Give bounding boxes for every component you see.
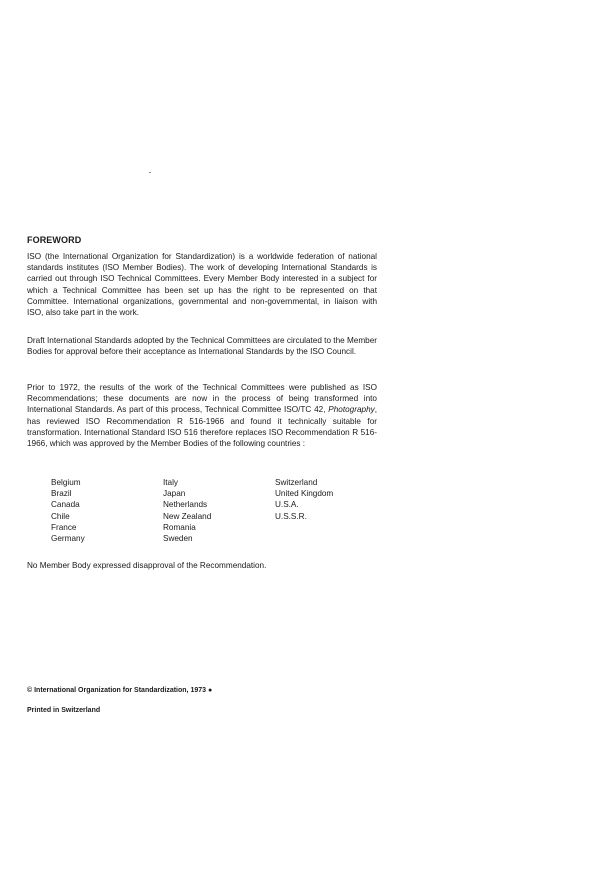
foreword-heading: FOREWORD	[27, 235, 82, 245]
country-name: Belgium	[51, 478, 81, 487]
country-name: Sweden	[163, 534, 193, 544]
country-name: Japan	[163, 489, 186, 499]
country-name: Switzerland	[275, 478, 318, 487]
country-column-2	[163, 477, 211, 544]
country-name: Germany	[51, 534, 85, 544]
scan-speck	[149, 172, 151, 173]
paragraph-draft-standards: Draft International Standards adopted by the Technical Committees are circulated to the Member Bodies for approval before their acceptance as International Standards by the ISO Council.	[27, 336, 377, 357]
country-name: Chile	[51, 511, 70, 521]
country-name: Netherlands	[163, 500, 208, 510]
country-column-1	[51, 477, 85, 544]
copyright-line: © International Organization for Standardization, 1973 ●	[27, 687, 213, 694]
paragraph-recommendation-history	[27, 382, 377, 449]
printed-in-line: Printed in Switzerland	[27, 707, 101, 714]
country-name: U.S.A.	[275, 500, 299, 510]
paragraph-iso-overview: ISO (the International Organization for Standardization) is a worldwide federation of national standards institutes (ISO Member Bodies). The work of developing International Standards is carried out through ISO Technical Committees. Every Member Body interested in a subject for which a Technical Committee has been set up has the right to be represented on that Committee. International organizations, governmental and non-governmental, in liaison with ISO, also take part in the work.	[27, 252, 377, 318]
country-name: United Kingdom	[275, 489, 334, 499]
paragraph3-text-after: , has reviewed ISO Recommendation R 516-1966 and found it technically suitable for transformation. International Standard ISO 516 therefore replaces ISO Recommendation R 516-1966, which was approved by the Member Bodies of the following countries :	[27, 405, 377, 449]
country-name: Romania	[163, 522, 196, 532]
committee-subject-italic: Photography	[328, 405, 375, 415]
country-name: Canada	[51, 500, 80, 510]
country-column-3	[275, 477, 333, 522]
country-name: U.S.S.R.	[275, 511, 307, 521]
closing-statement: No Member Body expressed disapproval of the Recommendation.	[27, 561, 267, 570]
country-name: Brazil	[51, 489, 72, 499]
country-name: France	[51, 522, 77, 532]
country-name: New Zealand	[163, 511, 212, 521]
country-name: Italy	[163, 478, 179, 487]
paragraph3-text-before: Prior to 1972, the results of the work of the Technical Committees were published as ISO Recommendations; these documents are now in the process of being transformed into International Standards. As part of this process, Technical Committee ISO/TC 42,	[27, 383, 377, 415]
